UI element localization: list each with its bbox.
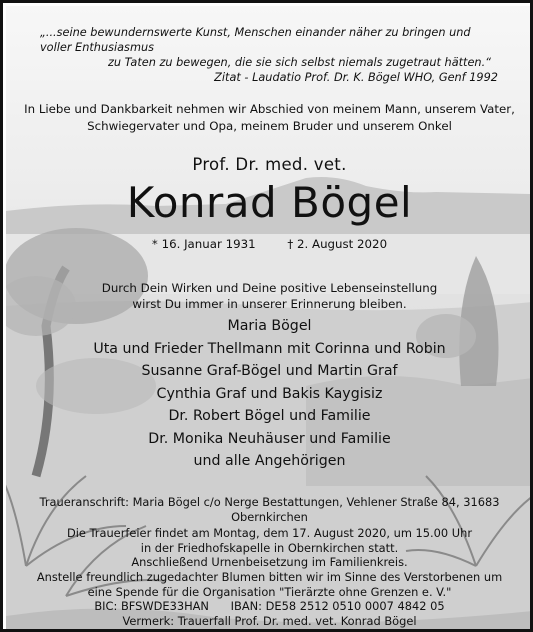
- bank-details: BIC: BFSWDE33HAN IBAN: DE58 2512 0510 0007 4842 05: [94, 599, 445, 614]
- name-prefix: Prof. Dr. med. vet.: [192, 155, 347, 174]
- motto-line: Durch Dein Wirken und Deine positive Lebenseinstellung: [101, 281, 438, 295]
- intro-text: [3, 101, 533, 135]
- life-dates: [3, 239, 533, 251]
- quote-attribution: Zitat - Laudatio Prof. Dr. K. Bögel WHO, Genf 1992: [214, 71, 498, 84]
- quote-line: „...seine bewundernswerte Kunst, Menschen einander näher zu bringen und voller Enthusiasmus: [40, 26, 471, 54]
- motto: [3, 280, 533, 312]
- mourner-entry: Cynthia Graf und Bakis Kaygisiz: [156, 385, 383, 402]
- birth-date: * 16. Januar 1931: [151, 237, 256, 251]
- intro-line: Schwiegervater und Opa, meinem Bruder und unserem Onkel: [87, 119, 452, 133]
- service-details: [3, 495, 533, 628]
- quote-line: zu Taten zu bewegen, die sie sich selbst niemals zugetraut hätten.“: [108, 56, 492, 69]
- intro-line: In Liebe und Dankbarkeit nehmen wir Abschied von meinem Mann, unserem Vater,: [24, 102, 515, 116]
- mourner-entry: Dr. Monika Neuhäuser und Familie: [148, 430, 391, 447]
- donation-reference: Vermerk: Trauerfall Prof. Dr. med. vet. Konrad Bögel: [122, 613, 417, 628]
- donation-line: eine Spende für die Organisation "Tierärzte ohne Grenzen e. V.": [87, 584, 452, 599]
- service-line: in der Friedhofskapelle in Obernkirchen statt.: [140, 540, 399, 555]
- deceased-name: Konrad Bögel: [126, 178, 413, 227]
- motto-line: wirst Du immer in unserer Erinnerung bleiben.: [132, 297, 407, 311]
- mourner-entry: Uta und Frieder Thellmann mit Corinna und Robin: [93, 340, 446, 357]
- death-date: † 2. August 2020: [287, 237, 388, 251]
- service-line: Die Trauerfeier findet am Montag, dem 17. August 2020, um 15.00 Uhr: [66, 526, 473, 541]
- quote-block: [40, 25, 500, 85]
- mourning-address: Traueranschrift: Maria Bögel c/o Nerge Bestattungen, Vehlener Straße 84, 31683 Obernkirchen: [39, 495, 500, 524]
- mourner-entry: Dr. Robert Bögel und Familie: [168, 408, 371, 424]
- donation-line: Anstelle freundlich zugedachter Blumen bitten wir im Sinne des Verstorbenen um: [36, 569, 503, 584]
- mourners-list: [3, 315, 533, 473]
- service-line: Anschließend Urnenbeisetzung im Familienkreis.: [131, 555, 408, 570]
- mourner-entry: und alle Angehörigen: [193, 453, 346, 469]
- mourner-entry: Susanne Graf-Bögel und Martin Graf: [141, 363, 398, 379]
- mourner-entry: Maria Bögel: [227, 318, 312, 334]
